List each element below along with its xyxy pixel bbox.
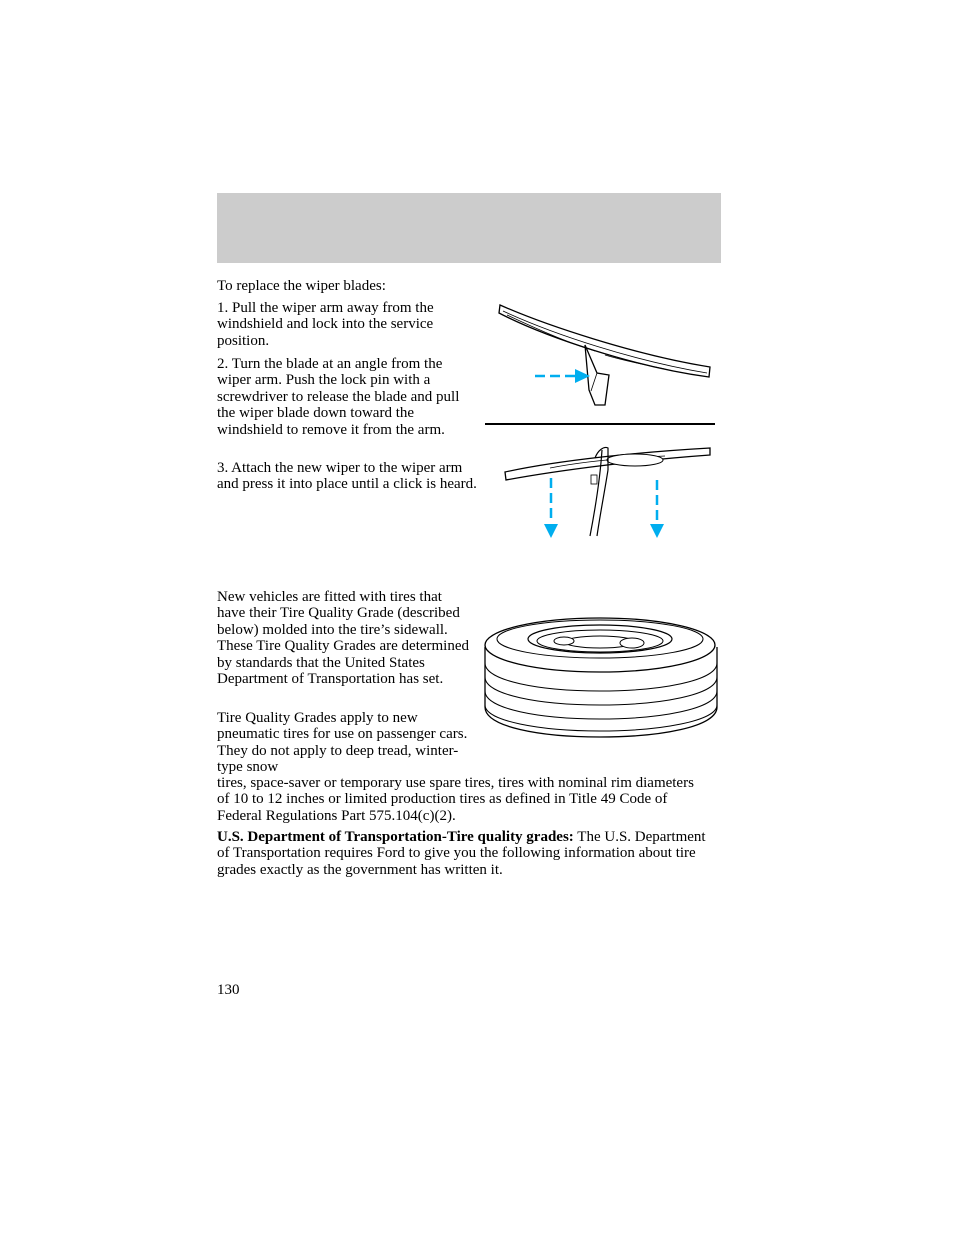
tires-paragraph-2-start: Tire Quality Grades apply to new pneumatic tires for use on passenger cars. They do not apply to deep tread, winter-type snow [217,710,468,776]
dot-tire-grades-heading: U.S. Department of Transportation-Tire quality grades: [217,829,574,845]
tires-paragraph-2-end: tires, space-saver or temporary use spare tires, tires with nominal rim diameters of 10 to 12 inches or limited production tires as defined in Title 49 Code of Federal Regulations Part 575.104(c)(2). [217,775,694,824]
wiper-release-illustration [500,440,720,545]
tires-paragraph-1: New vehicles are fitted with tires that have their Tire Quality Grade (described below) molded into the tire’s sidewall. These Tire Quality Grades are determined by standards that the United States Department of Transportation has set. [217,589,470,688]
dot-tire-grades-paragraph [217,829,707,878]
wiper-lock-pin-illustration [485,295,720,420]
wiper-step-1: 1. Pull the wiper arm away from the windshield and lock into the service position. [217,300,434,349]
wiper-step-2: 2. Turn the blade at an angle from the wiper arm. Push the lock pin with a screwdriver to release the blade and pull the wiper blade down toward the windshield to remove it from the arm. [217,356,460,438]
wiper-intro: To replace the wiper blades: [217,278,386,294]
section-header-bar [217,193,721,263]
wiper-step-3: 3. Attach the new wiper to the wiper arm and press it into place until a click is heard. [217,460,477,493]
page-number: 130 [217,982,240,998]
figure-divider [485,423,715,425]
tire-icon [480,615,722,740]
dot-tire-grades-text: The U.S. Department of Transportation requires Ford to give you the following information about tire grades exactly as the government has written it. [217,829,706,878]
